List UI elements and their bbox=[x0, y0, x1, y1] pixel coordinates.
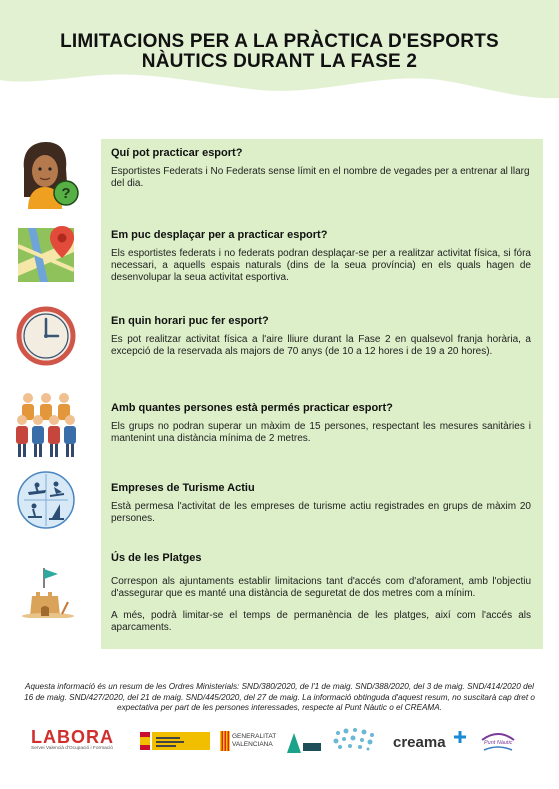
title-line-2: NÀUTICS DURANT LA FASE 2 bbox=[141, 51, 418, 72]
sandcastle-icon bbox=[22, 566, 76, 618]
section-text: Esportistes Federats i No Federats sense límit en el nombre de vegades per a entrenar al llarg del dia. bbox=[111, 166, 530, 189]
page-title bbox=[20, 32, 539, 72]
creama-plus-icon bbox=[454, 730, 466, 742]
section-beaches bbox=[111, 552, 531, 642]
generalitat-logo-text bbox=[232, 733, 276, 748]
section-heading: Empreses de Turisme Actiu bbox=[111, 482, 255, 494]
generalitat-line-2: VALENCIANA bbox=[232, 740, 273, 748]
group-people-icon bbox=[14, 390, 78, 460]
section-text: Es pot realitzar activitat física a l'aire lliure durant la Fase 2 en qualsevol franja horària, a excepció de la reservada als majors de 70 anys (de 10 a 12 hores i de 19 a 20 hores). bbox=[111, 334, 531, 357]
section-text: A més, podrà limitar-se el temps de permanència de les platges, així com l'accés als aparcaments. bbox=[111, 610, 531, 633]
water-sports-icon bbox=[16, 470, 76, 530]
labora-subtitle: Servei Valencià d'Ocupació i Formació bbox=[31, 746, 113, 751]
creama-logo: creama bbox=[393, 734, 446, 751]
punt-nautic-text: Punt Nàutic bbox=[484, 740, 513, 746]
section-heading: Amb quantes persones està permés practicar esport? bbox=[111, 402, 393, 414]
section-text: Els esportistes federats i no federats podran desplaçar-se per a realitzar activitat física, si fóra necessari, a aquells espais naturals (dins de la seua província) en els quals hagen de desenvolupar la seua activitat esportiva. bbox=[111, 248, 531, 283]
partner-logo-dots bbox=[330, 725, 380, 757]
section-who bbox=[111, 147, 531, 198]
map-pin-icon bbox=[16, 224, 78, 286]
footer-disclaimer: Aquesta informació és un resum de les Ordres Ministerials: SND/380/2020, de l'1 de maig. SND/388/2020, del 3 de maig. SND/414/2020 del 16 de maig. SND/427/2020, del 21 de maig. SND/445/2020, del 27 de maig. La informació obtinguda d'aquest resum, no suscitarà cap dret o expectativa per part de les persones interessades, respecte al Punt Nàutic o el CREAMA. bbox=[24, 682, 535, 712]
svg-text:?: ? bbox=[61, 185, 71, 202]
generalitat-line-1: GENERALITAT bbox=[232, 733, 277, 740]
section-travel bbox=[111, 229, 531, 292]
spain-government-logo bbox=[140, 730, 210, 752]
labora-logo: LABORA bbox=[31, 727, 114, 747]
section-heading: Em puc desplaçar per a practicar esport? bbox=[111, 229, 328, 241]
generalitat-logo-mark bbox=[220, 731, 230, 751]
section-heading: En quin horari puc fer esport? bbox=[111, 315, 269, 327]
section-text: Està permesa l'activitat de les empreses de turisme actiu registrades en grups de màxim 20 persones. bbox=[111, 501, 531, 524]
section-schedule bbox=[111, 315, 531, 366]
section-group-size bbox=[111, 402, 531, 453]
section-text: Els grups no podran superar un màxim de 15 persones, respectant les mesures sanitàries i mantenint una distància mínima de 2 metres. bbox=[111, 421, 531, 444]
section-heading: Ús de les Platges bbox=[111, 552, 202, 564]
title-line-1: LIMITACIONS PER A LA PRÀCTICA D'ESPORTS bbox=[60, 31, 499, 52]
section-heading: Quí pot practicar esport? bbox=[111, 147, 243, 159]
section-text: Correspon als ajuntaments establir limitacions tant d'accés com d'aforament, amb l'objectiu d'assegurar que es manté una distància de seguretat de dos metres com a mínim. bbox=[111, 576, 531, 599]
person-question-icon bbox=[16, 139, 80, 211]
partner-logo-a bbox=[285, 729, 323, 755]
section-active-tourism bbox=[111, 482, 531, 533]
clock-icon bbox=[16, 306, 76, 366]
